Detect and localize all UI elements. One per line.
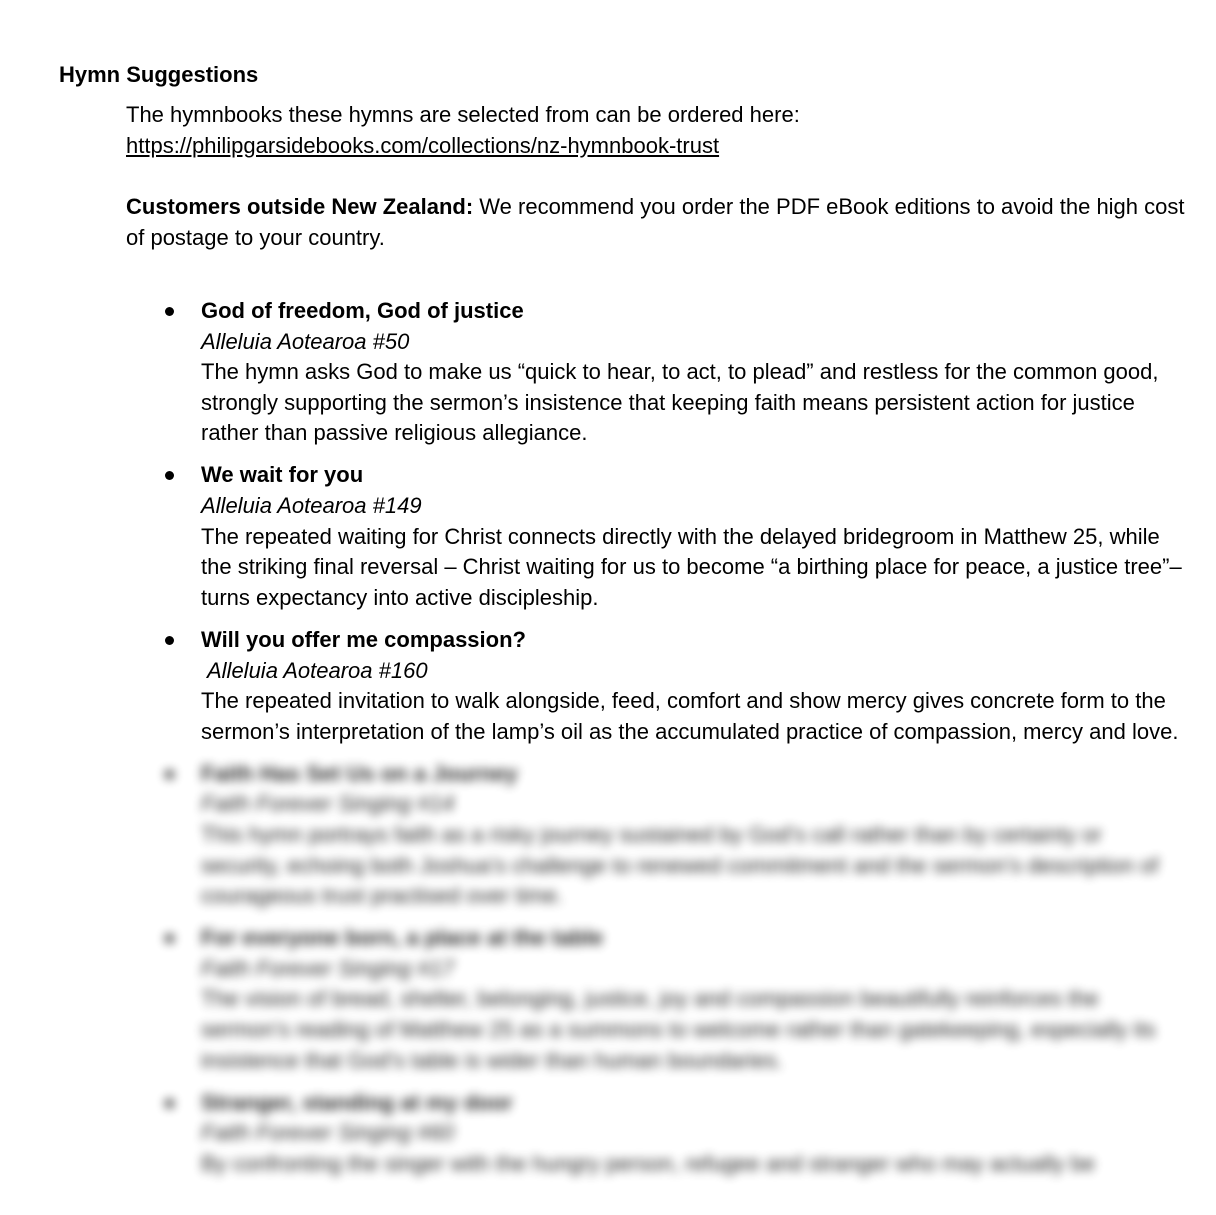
hymnbook-link[interactable]: https://philipgarsidebooks.com/collections/nz-hymnbook-trust <box>126 132 720 158</box>
hymn-item <box>0 625 1186 747</box>
hymn-source: Faith Forever Singing #17 <box>201 955 455 981</box>
bullet-icon <box>165 934 174 943</box>
hymn-item <box>0 296 1186 449</box>
hymn-title: Faith Has Set Us on a Journey <box>201 760 518 786</box>
hymn-source: Alleluia Aotearoa #50 <box>201 328 410 354</box>
hymn-title: God of freedom, God of justice <box>201 298 524 323</box>
hymn-item-blurred <box>0 923 1186 1076</box>
intro-paragraph <box>126 100 1186 161</box>
bullet-icon <box>165 770 174 779</box>
hymn-title: We wait for you <box>201 462 364 488</box>
hymn-source: Alleluia Aotearoa #160 <box>207 657 428 683</box>
hymn-description: By confronting the singer with the hungry person, refugee and stranger who may actually be <box>201 1150 1095 1176</box>
hymn-title: For everyone born, a place at the table <box>201 925 604 951</box>
hymn-description: The hymn asks God to make us “quick to hear, to act, to plead” and restless for the common good, strongly supporting the sermon’s insistence that keeping faith means persistent action for justice rather than passive religious allegiance. <box>201 359 1159 446</box>
customers-label: Customers outside New Zealand: <box>126 194 474 219</box>
customers-note <box>126 192 1186 253</box>
hymn-source: Alleluia Aotearoa #149 <box>201 493 422 519</box>
hymn-item <box>0 460 1186 613</box>
bullet-icon <box>165 471 174 480</box>
hymn-list <box>0 296 1216 1191</box>
bullet-icon <box>165 636 174 645</box>
hymn-source: Faith Forever Singing #14 <box>201 791 455 817</box>
hymn-source: Faith Forever Singing #60 <box>201 1120 455 1146</box>
hymn-item-blurred <box>0 1088 1186 1180</box>
section-heading: Hymn Suggestions <box>59 62 259 87</box>
hymn-description: This hymn portrays faith as a risky journey sustained by God’s call rather than by certainty or security, echoing both Joshua’s challenge to renewed commitment and the sermon’s description of courageous trust practised over time. <box>201 822 1159 909</box>
intro-text: The hymnbooks these hymns are selected from can be ordered here: <box>126 102 800 127</box>
bullet-icon <box>165 1099 174 1108</box>
hymn-description: The vision of bread, shelter, belonging, justice, joy and compassion beautifully reinforces the sermon’s reading of Matthew 25 as a summons to welcome rather than gatekeeping, especially its insistence that God’s table is wider than human boundaries. <box>201 986 1156 1073</box>
hymn-title: Stranger, standing at my door <box>201 1089 513 1115</box>
hymn-description: The repeated invitation to walk alongside, feed, comfort and show mercy gives concrete form to the sermon’s interpretation of the lamp’s oil as the accumulated practice of compassion, mercy and love. <box>201 688 1179 744</box>
hymn-title: Will you offer me compassion? <box>201 626 526 652</box>
hymn-description: The repeated waiting for Christ connects directly with the delayed bridegroom in Matthew 25, while the striking final reversal – Christ waiting for us to become “a birthing place for peace, a justice tree”– turns expectancy into active discipleship. <box>201 523 1182 610</box>
hymn-item-blurred <box>0 759 1186 912</box>
bullet-icon <box>165 307 174 316</box>
customers-text: We recommend you order the PDF eBook editions to avoid the high cost of postage to your country. <box>126 194 1185 250</box>
